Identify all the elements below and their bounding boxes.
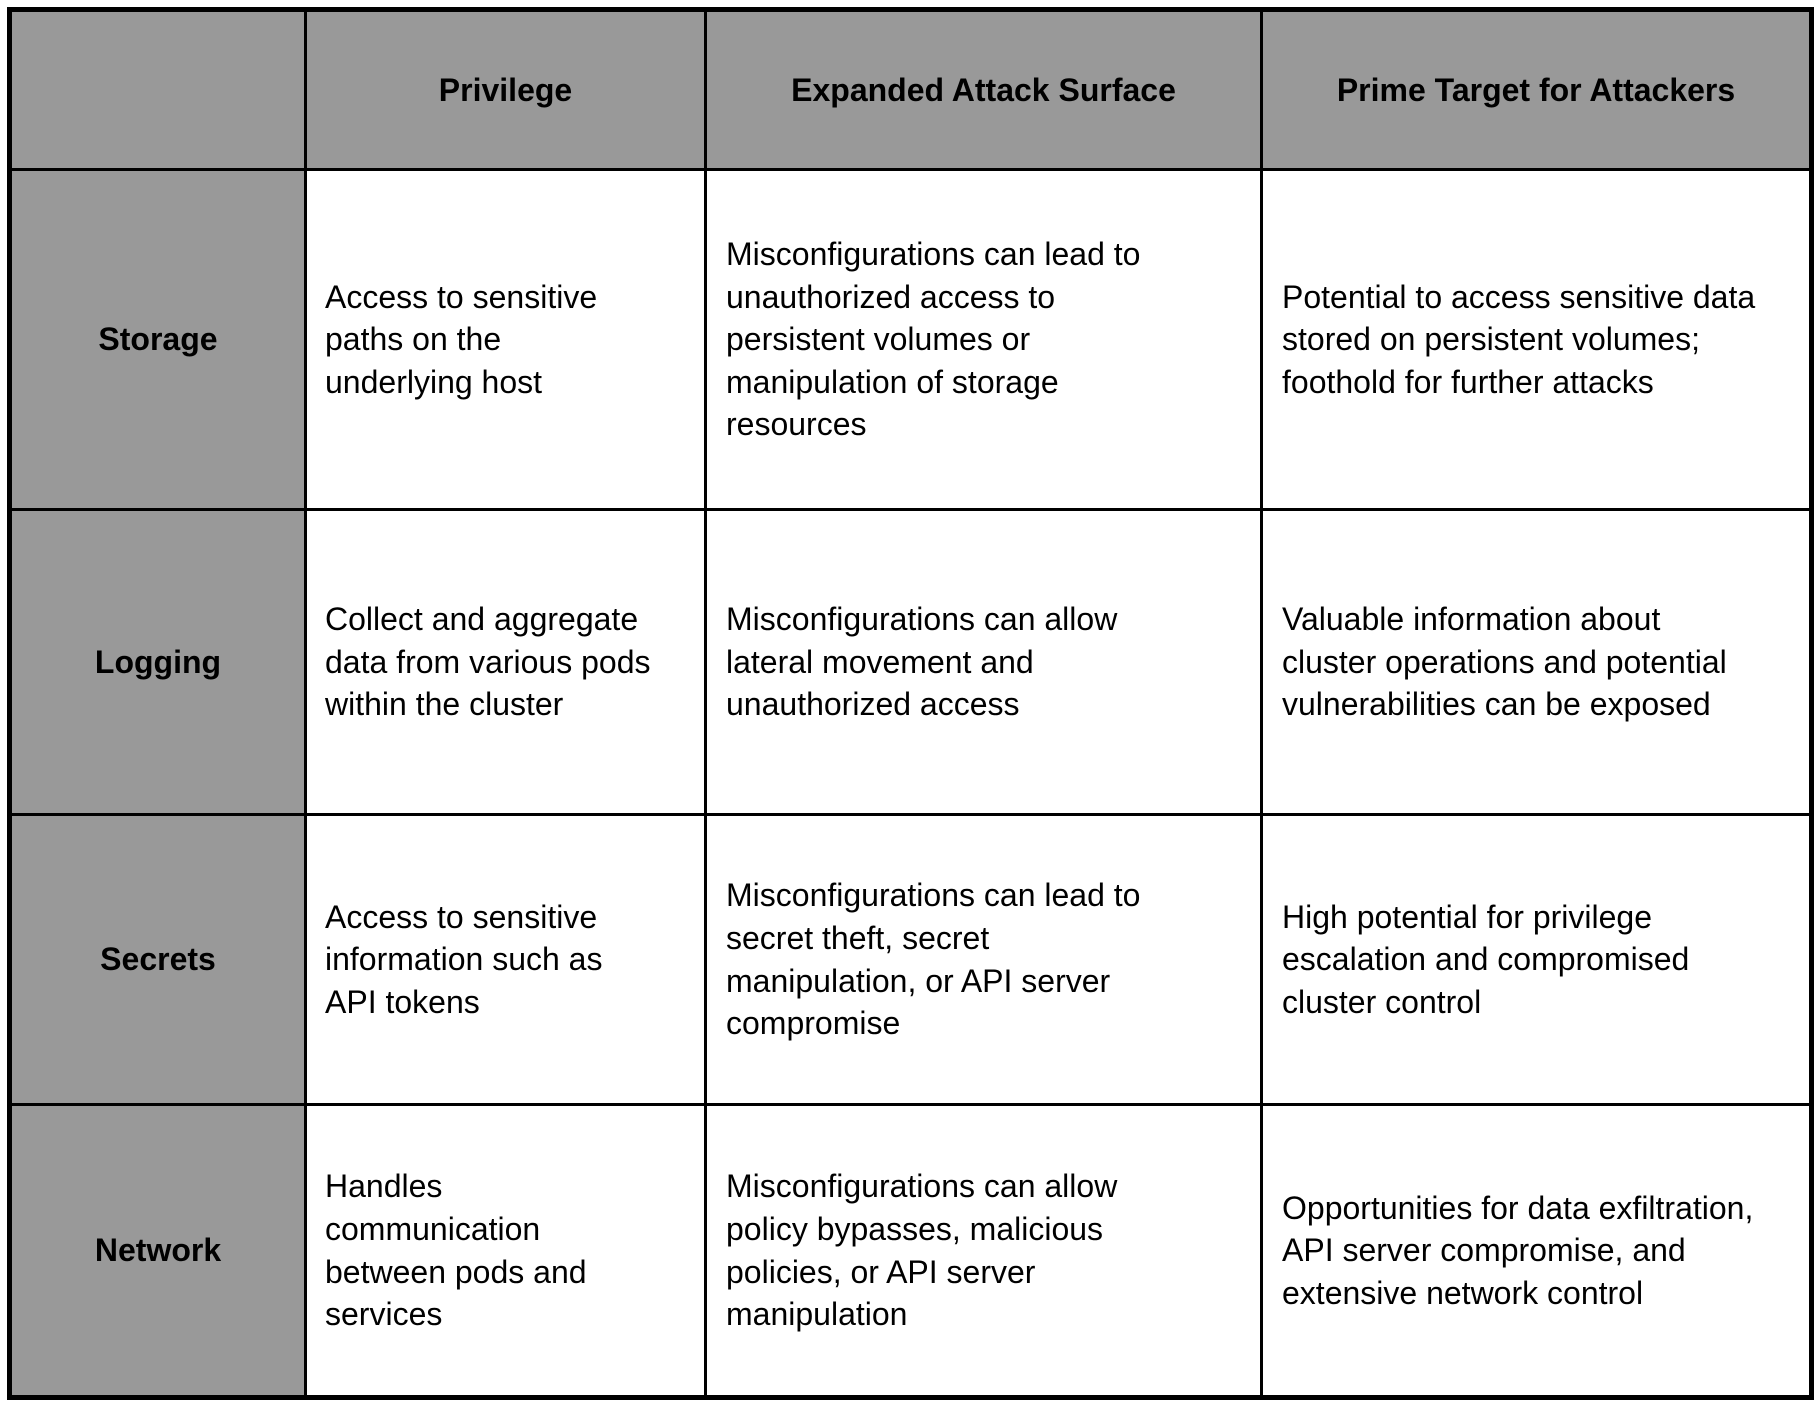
cell-storage-attack-surface: Misconfigurations can lead to unauthorized access to persistent volumes or manipulation of storage resources [706,170,1262,510]
cell-secrets-privilege: Access to sensitive information such as API tokens [306,815,706,1105]
cell-storage-prime-target: Potential to access sensitive data stored on persistent volumes; foothold for further attacks [1262,170,1812,510]
row-header-network: Network [10,1105,306,1398]
table-row-storage [10,170,1812,510]
row-header-storage: Storage [10,170,306,510]
cell-network-privilege: Handles communication between pods and services [306,1105,706,1398]
table-row-logging [10,510,1812,815]
column-header-expanded-attack-surface: Expanded Attack Surface [706,10,1262,170]
corner-cell [10,10,306,170]
row-header-secrets: Secrets [10,815,306,1105]
cell-secrets-attack-surface: Misconfigurations can lead to secret theft, secret manipulation, or API server compromise [706,815,1262,1105]
table-row-secrets [10,815,1812,1105]
table-row-network [10,1105,1812,1398]
column-header-prime-target: Prime Target for Attackers [1262,10,1812,170]
cell-storage-privilege: Access to sensitive paths on the underlying host [306,170,706,510]
row-header-logging: Logging [10,510,306,815]
cell-logging-prime-target: Valuable information about cluster operations and potential vulnerabilities can be exposed [1262,510,1812,815]
cell-secrets-prime-target: High potential for privilege escalation and compromised cluster control [1262,815,1812,1105]
table-header-row [10,10,1812,170]
cell-network-prime-target: Opportunities for data exfiltration, API server compromise, and extensive network control [1262,1105,1812,1398]
cell-network-attack-surface: Misconfigurations can allow policy bypasses, malicious policies, or API server manipulation [706,1105,1262,1398]
security-risk-table [7,7,1814,1400]
cell-logging-privilege: Collect and aggregate data from various pods within the cluster [306,510,706,815]
column-header-privilege: Privilege [306,10,706,170]
cell-logging-attack-surface: Misconfigurations can allow lateral movement and unauthorized access [706,510,1262,815]
